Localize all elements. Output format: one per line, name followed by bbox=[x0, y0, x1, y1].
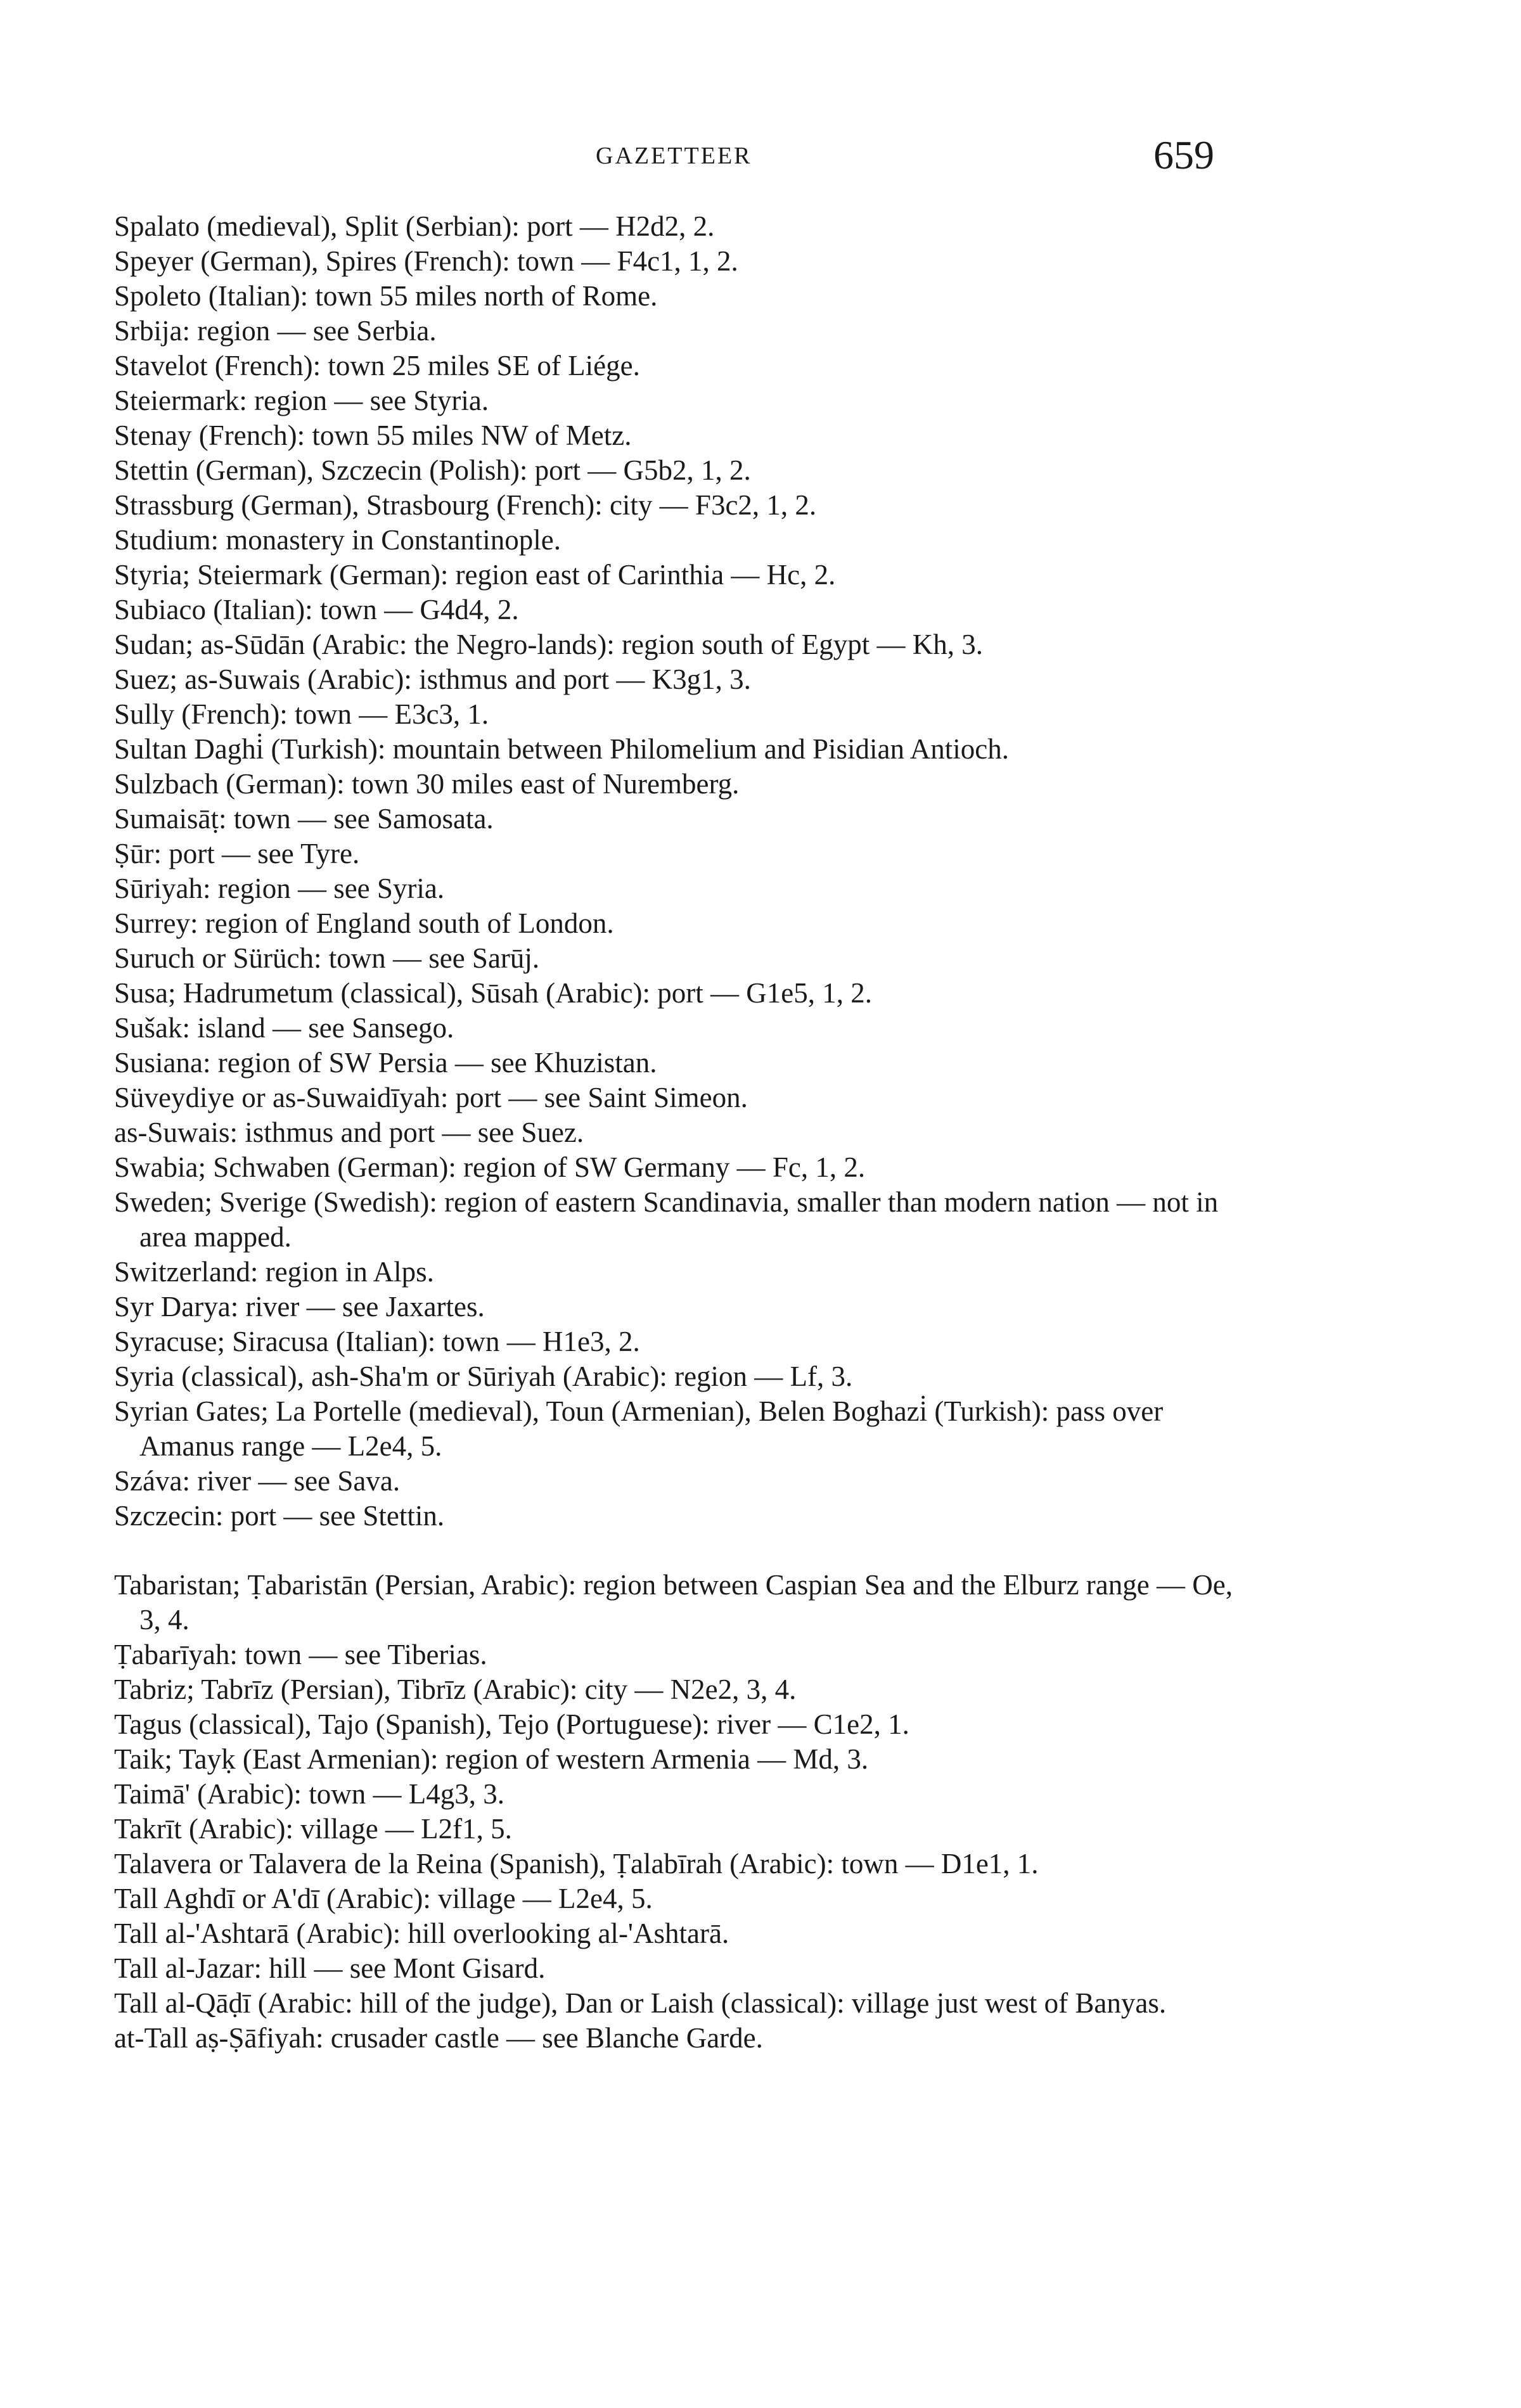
gazetteer-entry: Szczecin: port — see Stettin. bbox=[114, 1500, 445, 1532]
gazetteer-entry: Tabriz; Tabrīz (Persian), Tibrīz (Arabic): city — N2e2, 3, 4. bbox=[114, 1674, 797, 1705]
gazetteer-entry: Sully (French): town — E3c3, 1. bbox=[114, 698, 489, 730]
gazetteer-entry: Száva: river — see Sava. bbox=[114, 1465, 401, 1497]
gazetteer-entry: Tall Aghdī or A'dī (Arabic): village — L2e4, 5. bbox=[114, 1883, 653, 1914]
gazetteer-entry: Tall al-Jazar: hill — see Mont Gisard. bbox=[114, 1952, 546, 1984]
gazetteer-entry: Sudan; as-Sūdān (Arabic: the Negro-lands): region south of Egypt — Kh, 3. bbox=[114, 629, 983, 660]
gazetteer-entry: Suez; as-Suwais (Arabic): isthmus and port — K3g1, 3. bbox=[114, 663, 751, 695]
gazetteer-entry: Syracuse; Siracusa (Italian): town — H1e3, 2. bbox=[114, 1326, 640, 1357]
gazetteer-entry: Talavera or Talavera de la Reina (Spanish), Ṭalabīrah (Arabic): town — D1e1, 1. bbox=[114, 1848, 1039, 1880]
gazetteer-entry: Stettin (German), Szczecin (Polish): port — G5b2, 1, 2. bbox=[114, 454, 751, 486]
gazetteer-section-s bbox=[114, 209, 1255, 1534]
gazetteer-entry: Taimā' (Arabic): town — L4g3, 3. bbox=[114, 1778, 505, 1810]
gazetteer-entry: Syr Darya: river — see Jaxartes. bbox=[114, 1291, 485, 1322]
gazetteer-entry: Steiermark: region — see Styria. bbox=[114, 385, 489, 416]
gazetteer-entry: Srbija: region — see Serbia. bbox=[114, 315, 437, 347]
gazetteer-entry: Sušak: island — see Sansego. bbox=[114, 1012, 454, 1044]
running-head bbox=[0, 132, 1521, 177]
gazetteer-entries bbox=[114, 209, 1255, 2056]
gazetteer-entry: Subiaco (Italian): town — G4d4, 2. bbox=[114, 594, 519, 625]
gazetteer-entry: Styria; Steiermark (German): region east of Carinthia — Hc, 2. bbox=[114, 559, 836, 591]
gazetteer-entry: Tabaristan; Ṭabaristān (Persian, Arabic): region between Caspian Sea and the Elburz range — Oe, 3, 4. bbox=[114, 1569, 1233, 1636]
gazetteer-entry: as-Suwais: isthmus and port — see Suez. bbox=[114, 1117, 584, 1148]
gazetteer-entry: Sumaisāṭ: town — see Samosata. bbox=[114, 803, 494, 835]
gazetteer-entry: Studium: monastery in Constantinople. bbox=[114, 524, 561, 556]
gazetteer-entry: Syria (classical), ash-Sha'm or Sūriyah (Arabic): region — Lf, 3. bbox=[114, 1361, 853, 1392]
gazetteer-section-t bbox=[114, 1568, 1255, 2056]
gazetteer-entry: Tagus (classical), Tajo (Spanish), Tejo (Portuguese): river — C1e2, 1. bbox=[114, 1708, 909, 1740]
page-number: 659 bbox=[1153, 132, 1214, 177]
gazetteer-entry: Tall al-Qāḍī (Arabic: hill of the judge), Dan or Laish (classical): village just west of Banyas. bbox=[114, 1987, 1167, 2019]
gazetteer-entry: Ṣūr: port — see Tyre. bbox=[114, 838, 360, 869]
gazetteer-entry: Taik; Tayḳ (East Armenian): region of western Armenia — Md, 3. bbox=[114, 1743, 869, 1775]
gazetteer-entry: Tall al-'Ashtarā (Arabic): hill overlooking al-'Ashtarā. bbox=[114, 1918, 729, 1949]
gazetteer-entry: Suruch or Sürüch: town — see Sarūj. bbox=[114, 942, 540, 974]
gazetteer-entry: Stenay (French): town 55 miles NW of Metz. bbox=[114, 419, 632, 451]
gazetteer-entry: Susiana: region of SW Persia — see Khuzistan. bbox=[114, 1047, 657, 1079]
gazetteer-entry: Spalato (medieval), Split (Serbian): port — H2d2, 2. bbox=[114, 210, 715, 242]
gazetteer-entry: Ṭabarīyah: town — see Tiberias. bbox=[114, 1639, 487, 1670]
gazetteer-entry: Speyer (German), Spires (French): town — F4c1, 1, 2. bbox=[114, 245, 738, 277]
gazetteer-entry: Takrīt (Arabic): village — L2f1, 5. bbox=[114, 1813, 512, 1845]
gazetteer-entry: Sulzbach (German): town 30 miles east of Nuremberg. bbox=[114, 768, 740, 800]
gazetteer-entry: Stavelot (French): town 25 miles SE of Liége. bbox=[114, 350, 640, 381]
gazetteer-entry: Surrey: region of England south of London. bbox=[114, 907, 614, 939]
gazetteer-entry: Sweden; Sverige (Swedish): region of eastern Scandinavia, smaller than modern nation — not in area mapped. bbox=[114, 1186, 1219, 1253]
gazetteer-entry: at-Tall aṣ-Ṣāfiyah: crusader castle — see Blanche Garde. bbox=[114, 2022, 763, 2054]
gazetteer-entry: Susa; Hadrumetum (classical), Sūsah (Arabic): port — G1e5, 1, 2. bbox=[114, 977, 872, 1009]
running-head-title: GAZETTEER bbox=[596, 143, 752, 169]
gazetteer-entry: Switzerland: region in Alps. bbox=[114, 1256, 434, 1288]
gazetteer-entry: Spoleto (Italian): town 55 miles north of Rome. bbox=[114, 280, 658, 312]
gazetteer-entry: Syrian Gates; La Portelle (medieval), Toun (Armenian), Belen Boghazi̇ (Turkish): pass over Amanus range — L2e4, 5. bbox=[114, 1395, 1164, 1462]
gazetteer-entry: Swabia; Schwaben (German): region of SW Germany — Fc, 1, 2. bbox=[114, 1151, 866, 1183]
gazetteer-entry: Sultan Daghi̇ (Turkish): mountain between Philomelium and Pisidian Antioch. bbox=[114, 733, 1010, 765]
gazetteer-entry: Süveydiye or as-Suwaidīyah: port — see Saint Simeon. bbox=[114, 1082, 748, 1113]
gazetteer-entry: Strassburg (German), Strasbourg (French): city — F3c2, 1, 2. bbox=[114, 489, 817, 521]
gazetteer-entry: Sūriyah: region — see Syria. bbox=[114, 873, 445, 904]
